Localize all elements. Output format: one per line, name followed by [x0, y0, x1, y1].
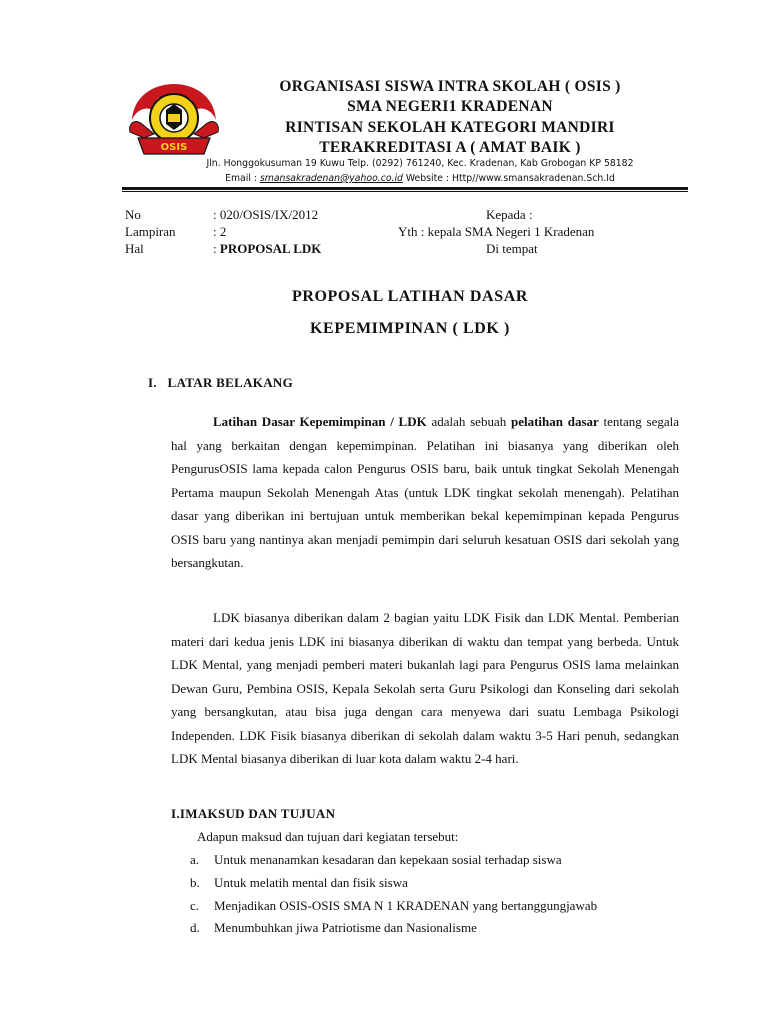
document-title-line2: KEPEMIMPINAN ( LDK )	[310, 320, 510, 337]
email-link[interactable]: smansakradenan@yahoo.co.id	[259, 173, 403, 184]
letterhead-school: SMA NEGERI1 KRADENAN	[347, 98, 553, 115]
list-item-text: Untuk menanamkan kesadaran dan kepekaan sosial terhadap siswa	[214, 852, 562, 867]
section-heading-background: I. LATAR BELAKANG	[148, 375, 293, 390]
letterhead-organization: ORGANISASI SISWA INTRA SKOLAH ( OSIS )	[279, 78, 621, 95]
letterhead-address: Jln. Honggokusuman 19 Kuwu Telp. (0292) 761240, Kec. Kradenan, Kab Grobogan KP 58182	[206, 158, 634, 169]
letterhead-category: RINTISAN SEKOLAH KATEGORI MANDIRI	[285, 119, 615, 136]
meta-no-value: : 020/OSIS/IX/2012	[213, 207, 319, 222]
letterhead-accreditation: TERAKREDITASI A ( AMAT BAIK )	[319, 139, 581, 156]
meta-hal-separator: :	[213, 241, 220, 256]
meta-no-label: No	[125, 207, 141, 222]
list-marker: d.	[190, 920, 200, 935]
meta-recipient: Yth : kepala SMA Negeri 1 Kradenan	[398, 224, 595, 239]
term-ldk: Latihan Dasar Kepemimpinan / LDK	[213, 414, 427, 429]
meta-hal-subject: PROPOSAL LDK	[219, 241, 322, 256]
meta-kepada: Kepada :	[486, 207, 533, 222]
document-title-line1: PROPOSAL LATIHAN DASAR	[291, 288, 529, 305]
purpose-intro: Adapun maksud dan tujuan dari kegiatan tersebut:	[197, 829, 459, 844]
meta-location: Di tempat	[486, 241, 538, 256]
meta-hal-label: Hal	[125, 241, 144, 256]
paragraph-text: adalah sebuah	[426, 414, 511, 429]
meta-lampiran-label: Lampiran	[125, 224, 176, 239]
logo-lettering: OSIS	[160, 142, 188, 153]
term-pelatihan-dasar: pelatihan dasar	[510, 414, 599, 429]
meta-lampiran-value: : 2	[213, 224, 227, 239]
list-marker: c.	[190, 898, 200, 913]
section-heading-purpose: I.IMAKSUD DAN TUJUAN	[171, 806, 336, 821]
letterhead-rule-thin	[122, 191, 688, 192]
list-item-text: Menumbuhkan jiwa Patriotisme dan Nasionalisme	[214, 920, 477, 935]
website-label: Website :	[402, 173, 453, 184]
osis-logo	[124, 80, 224, 160]
list-item-text: Menjadikan OSIS-OSIS SMA N 1 KRADENAN yang bertanggungjawab	[214, 898, 598, 913]
paragraph-text: tentang segala hal yang berkaitan dengan kepemimpinan. Pelatihan ini biasanya yang diberikan oleh PengurusOSIS lama kepada calon Pengurus OSIS baru, baik untuk tingkat Sekolah Menengah Pertama maupun Sekolah Menengah Atas (untuk LDK tingkat sekolah menengah). Pelatihan dasar yang diberikan ini bertujuan untuk memberikan bekal kepemimpinan kepada Pengurus OSIS baru yang nantinya akan menjadi pemimpin dari seluruh kesatuan OSIS dari sekolah yang bersangkutan.	[171, 414, 679, 570]
letterhead-rule-thick	[122, 187, 688, 190]
list-item-text: Untuk melatih mental dan fisik siswa	[214, 875, 408, 890]
email-label: Email :	[225, 173, 260, 184]
meta-hal-value	[213, 241, 321, 257]
list-marker: b.	[190, 875, 200, 890]
letterhead-contact	[150, 173, 690, 184]
paragraph-background-2: LDK biasanya diberikan dalam 2 bagian yaitu LDK Fisik dan LDK Mental. Pemberian materi dari kedua jenis LDK ini biasanya diberikan di waktu dan tempat yang berbeda. Untuk LDK Mental, yang menjadi pemberi materi bukanlah lagi para Pengurus OSIS lama melainkan Dewan Guru, Pembina OSIS, Kepala Sekolah serta Guru Psikologi dan Konseling dari sekolah yang bersangkutan, atau bisa juga dengan cara menyewa dari suatu Lembaga Psikologi Independen. LDK Fisik biasanya diberikan di sekolah dalam waktu 3-5 Hari penuh, sedangkan LDK Mental biasanya diberikan di luar kota dalam waktu 2-4 hari.	[171, 610, 679, 766]
paragraph-background-1	[171, 410, 679, 575]
website-link[interactable]: Http//www.smansakradenan.Sch.Id	[452, 173, 615, 184]
list-marker: a.	[190, 852, 200, 867]
